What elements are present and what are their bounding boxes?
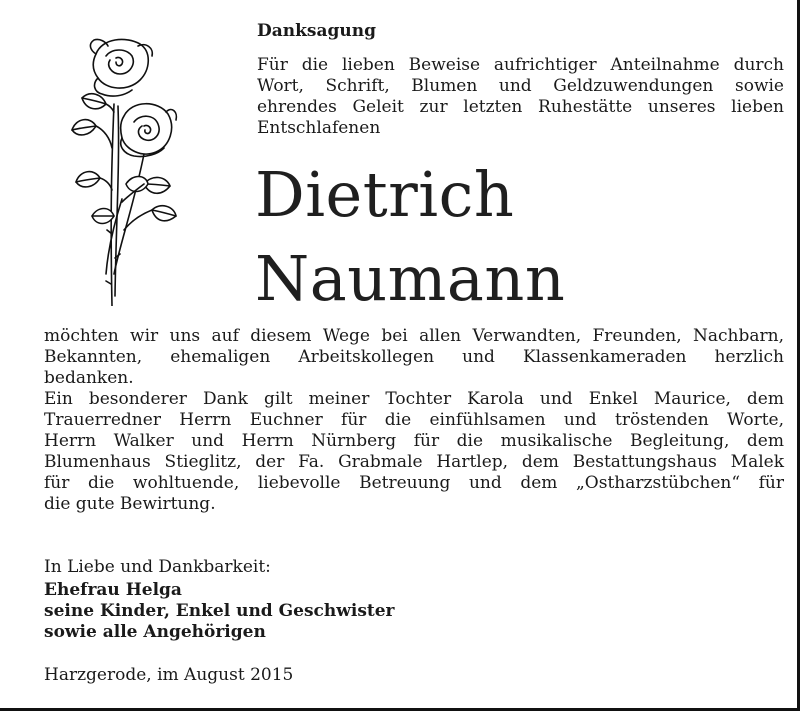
thank-you-text bbox=[44, 326, 784, 515]
body-line: Bekannten, ehemaligen Arbeitskollegen und Klassenkameraden herzlich bbox=[44, 347, 784, 367]
signer: Ehefrau Helga bbox=[44, 580, 182, 600]
place-and-date: Harzgerode, im August 2015 bbox=[44, 665, 294, 685]
body-line: bedanken. bbox=[44, 368, 134, 388]
closing-phrase: In Liebe und Dankbarkeit: bbox=[44, 557, 271, 577]
rose-illustration-icon bbox=[62, 34, 186, 306]
intro-line: Für die lieben Beweise aufrichtiger Anteilnahme durch bbox=[257, 55, 784, 75]
body-line: Trauerredner Herrn Euchner für die einfühlsamen und tröstenden Worte, bbox=[44, 410, 784, 430]
body-line: Ein besonderer Dank gilt meiner Tochter Karola und Enkel Maurice, dem bbox=[44, 389, 784, 409]
body-line: möchten wir uns auf diesem Wege bei allen Verwandten, Freunden, Nachbarn, bbox=[44, 326, 784, 346]
notice-heading: Danksagung bbox=[257, 21, 376, 41]
body-line: Blumenhaus Stieglitz, der Fa. Grabmale Hartlep, dem Bestattungshaus Malek bbox=[44, 452, 784, 472]
body-line: die gute Bewirtung. bbox=[44, 494, 216, 514]
signer: seine Kinder, Enkel und Geschwister bbox=[44, 601, 395, 621]
body-line: für die wohltuende, liebevolle Betreuung und dem „Ostharzstübchen“ für bbox=[44, 473, 784, 493]
intro-line: Wort, Schrift, Blumen und Geldzuwendungen sowie bbox=[257, 76, 784, 96]
body-line: Herrn Walker und Herrn Nürnberg für die musikalische Begleitung, dem bbox=[44, 431, 784, 451]
intro-text bbox=[257, 55, 784, 139]
deceased-last-name: Naumann bbox=[255, 242, 566, 315]
signer: sowie alle Angehörigen bbox=[44, 622, 266, 642]
signers-list bbox=[44, 580, 395, 643]
intro-line: Entschlafenen bbox=[257, 118, 381, 138]
intro-line: ehrendes Geleit zur letzten Ruhestätte unseres lieben bbox=[257, 97, 784, 117]
deceased-first-name: Dietrich bbox=[255, 158, 515, 231]
